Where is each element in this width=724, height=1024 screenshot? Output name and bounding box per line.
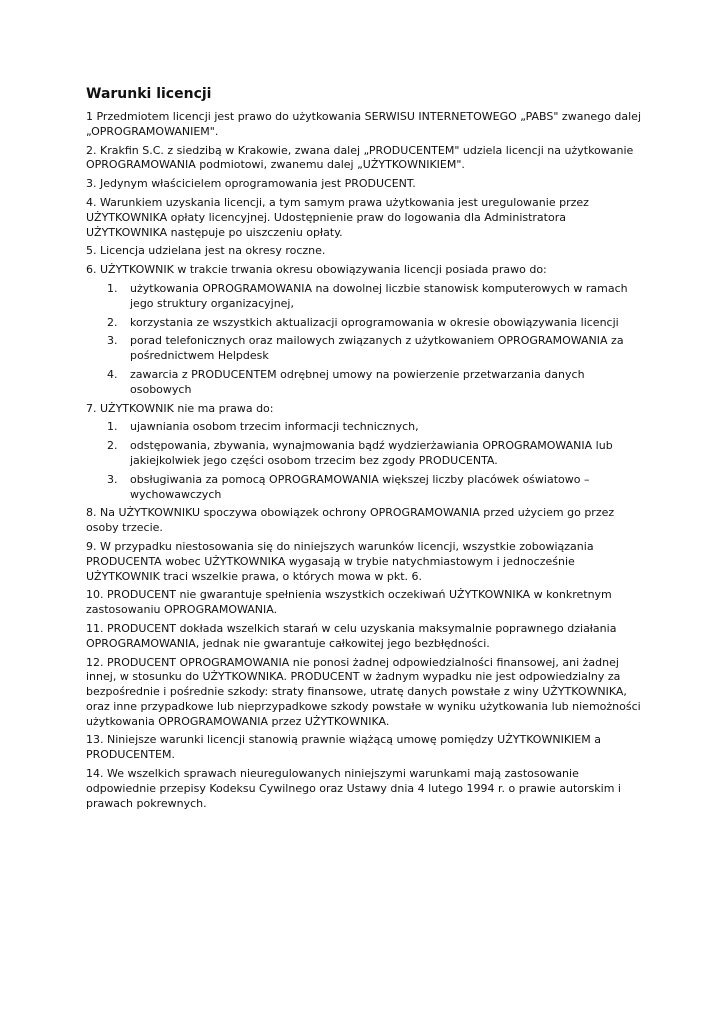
paragraph-12: 12. PRODUCENT OPROGRAMOWANIA nie ponosi żadnej odpowiedzialności finansowej, ani żadnej innej, w stosunku do UŻYTKOWNIKA. PRODUCENT w żadnym wypadku nie jest odpowiedzialny za bezpośrednie i pośrednie szkody: straty finansowe, utratę danych powstałe z winy UŻYTKOWNIKA, oraz inne przypadkowe lub nieprzypadkowe szkody powstałe w wyniku użytkowania lub niemożności użytkowania OPROGRAMOWANIA przez UŻYTKOWNIKA. [86,655,641,728]
paragraph-11: 11. PRODUCENT dokłada wszelkich starań w celu uzyskania maksymalnie poprawnego działania OPROGRAMOWANIA, jednak nie gwarantuje całkowitej jego bezbłędności. [86,621,617,650]
list-item-text: odstępowania, zbywania, wynajmowania bądź wydzierżawiania OPROGRAMOWANIA lub jakiejkolwiek jego części osobom trzecim bez zgody PRODUCENTA. [130,439,613,467]
list-item-number: 1. [107,420,118,434]
paragraph-14: 14. We wszelkich sprawach nieuregulowanych niniejszymi warunkami mają zastosowanie odpowiednie przepisy Kodeksu Cywilnego oraz Ustawy dnia 4 lutego 1994 r. o prawie autorskim i prawach pokrewnych. [86,767,621,810]
list-item [107,334,642,364]
list-item-text: ujawniania osobom trzecim informacji technicznych, [130,420,419,434]
list-item [107,315,642,331]
list-item-text: porad telefonicznych oraz mailowych związanych z użytkowaniem OPROGRAMOWANIA za pośrednictwem Helpdesk [130,334,624,363]
list-item-number: 2. [107,439,118,453]
list-item-text: korzystania ze wszystkich aktualizacji oprogramowania w okresie obowiązywania licencji [130,315,619,329]
paragraph-10: 10. PRODUCENT nie gwarantuje spełnienia wszystkich oczekiwań UŻYTKOWNIKA w konkretnym zastosowaniu OPROGRAMOWANIA. [86,588,612,617]
prohibitions-list [86,420,642,502]
list-item-number: 4. [107,367,118,381]
list-item-number: 2. [107,315,118,329]
paragraph-6: 6. UŻYTKOWNIK w trakcie trwania okresu obowiązywania licencji posiada prawo do: [86,263,547,277]
list-item-text: użytkowania OPROGRAMOWANIA na dowolnej liczbie stanowisk komputerowych w ramach jego struktury organizacyjnej, [130,281,628,310]
paragraph-4: 4. Warunkiem uzyskania licencji, a tym samym prawa użytkowania jest uregulowanie przez UŻYTKOWNIKA opłaty licencyjnej. Udostępnienie praw do logowania dla Administratora UŻYTKOWNIKA następuje po uiszczeniu opłaty. [86,195,589,239]
list-item-text: obsługiwania za pomocą OPROGRAMOWANIA większej liczby placówek oświatowo – wychowawczych [130,472,590,501]
paragraph-3: 3. Jedynym właścicielem oprogramowania jest PRODUCENT. [86,177,416,191]
list-item [107,367,642,398]
list-item [107,420,642,435]
paragraph-5: 5. Licencja udzielana jest na okresy roczne. [86,244,326,258]
paragraph-2: 2. Krakfin S.C. z siedzibą w Krakowie, zwana dalej „PRODUCENTEM" udziela licencji na użytkowanie OPROGRAMOWANIA podmiotowi, zwanemu dalej „UŻYTKOWNIKIEM". [86,143,634,172]
rights-list [86,282,642,398]
list-item-number: 3. [107,334,118,348]
paragraph-8: 8. Na UŻYTKOWNIKU spoczywa obowiązek ochrony OPROGRAMOWANIA przed użyciem go przez osoby trzecie. [86,506,615,535]
list-item [107,439,642,469]
list-item-text: zawarcia z PRODUCENTEM odrębnej umowy na powierzenie przetwarzania danych osobowych [130,367,585,396]
list-item [107,281,642,312]
list-item [107,472,642,503]
paragraph-9: 9. W przypadku niestosowania się do niniejszych warunków licencji, wszystkie zobowiązania PRODUCENTA wobec UŻYTKOWNIKA wygasają w trybie natychmiastowym i jednocześnie UŻYTKOWNIK traci wszelkie prawa, o których mowa w pkt. 6. [86,539,594,583]
list-item-number: 1. [107,281,118,295]
paragraph-7: 7. UŻYTKOWNIK nie ma prawa do: [86,401,274,415]
list-item-number: 3. [107,472,118,486]
document-title: Warunki licencji [86,86,212,102]
paragraph-13: 13. Niniejsze warunki licencji stanowią prawnie wiążącą umowę pomiędzy UŻYTKOWNIKIEM a PRODUCENTEM. [86,733,601,762]
license-document [86,85,642,815]
paragraph-1: 1 Przedmiotem licencji jest prawo do użytkowania SERWISU INTERNETOWEGO „PABS" zwanego dalej „OPROGRAMOWANIEM". [86,110,641,138]
